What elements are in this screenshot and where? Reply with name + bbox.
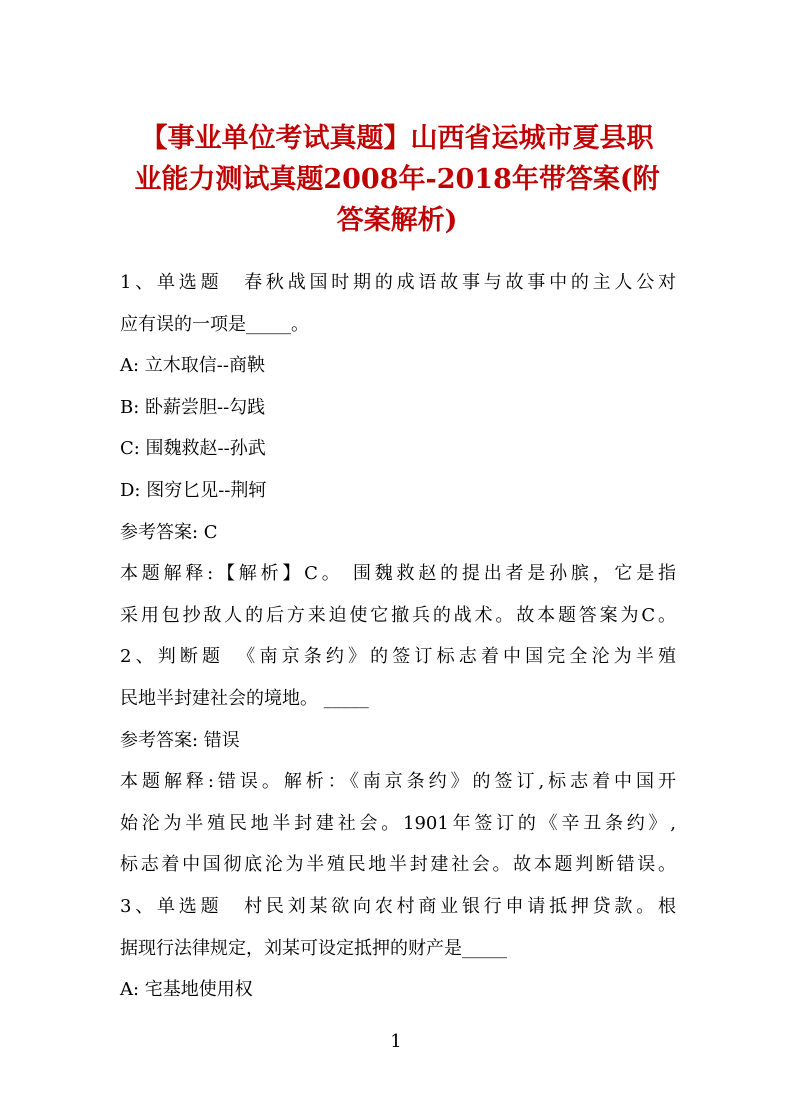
title-line-3: 答案解析) (336, 205, 458, 236)
q3-stem-line-2: 据现行法律规定，刘某可设定抵押的财产是_____ (120, 937, 507, 959)
q2-explanation-line-1: 本题解释:错误。解析：《南京条约》的签订,标志着中国开 (120, 771, 676, 793)
q1-option-b: B: 卧薪尝胆--勾践 (120, 396, 266, 418)
q2-stem-line-1: 2、判断题 《南京条约》的签订标志着中国完全沦为半殖 (120, 646, 676, 668)
q1-stem-line-1: 1、单选题 春秋战国时期的成语故事与故事中的主人公对 (120, 272, 676, 293)
q1-option-a: A: 立木取信--商鞅 (120, 355, 265, 377)
page-number: 1 (390, 1031, 402, 1052)
title-line-2: 业能力测试真题2008年-2018年带答案(附 (134, 164, 660, 195)
title-line-1: 【事业单位考试真题】山西省运城市夏县职 (140, 123, 654, 154)
q1-stem-line-2: 应有误的一项是_____。 (120, 313, 309, 335)
q3-option-a: A: 宅基地使用权 (120, 979, 253, 1001)
q3-stem-line-1: 3、单选题 村民刘某欲向农村商业银行申请抵押贷款。根 (120, 895, 676, 917)
q2-explanation-line-2: 始沦为半殖民地半封建社会。1901年签订的《辛丑条约》, (120, 812, 676, 834)
q1-option-c: C: 围魏救赵--孙武 (120, 438, 266, 460)
document-body (120, 262, 676, 1011)
q2-stem-line-2: 民地半封建社会的境地。 _____ (120, 687, 369, 709)
q1-reference-answer: 参考答案: C (120, 521, 218, 543)
q2-reference-answer: 参考答案: 错误 (120, 729, 240, 751)
q1-explanation-line-1: 本题解释:【解析】C。 围魏救赵的提出者是孙膑，它是指 (120, 563, 676, 585)
q1-explanation-line-2: 采用包抄敌人的后方来迫使它撤兵的战术。故本题答案为C。 (120, 604, 676, 626)
document-title (110, 118, 684, 241)
q2-explanation-line-3: 标志着中国彻底沦为半殖民地半封建社会。故本题判断错误。 (120, 854, 676, 876)
q1-option-d: D: 图穷匕见--荆轲 (120, 479, 267, 501)
